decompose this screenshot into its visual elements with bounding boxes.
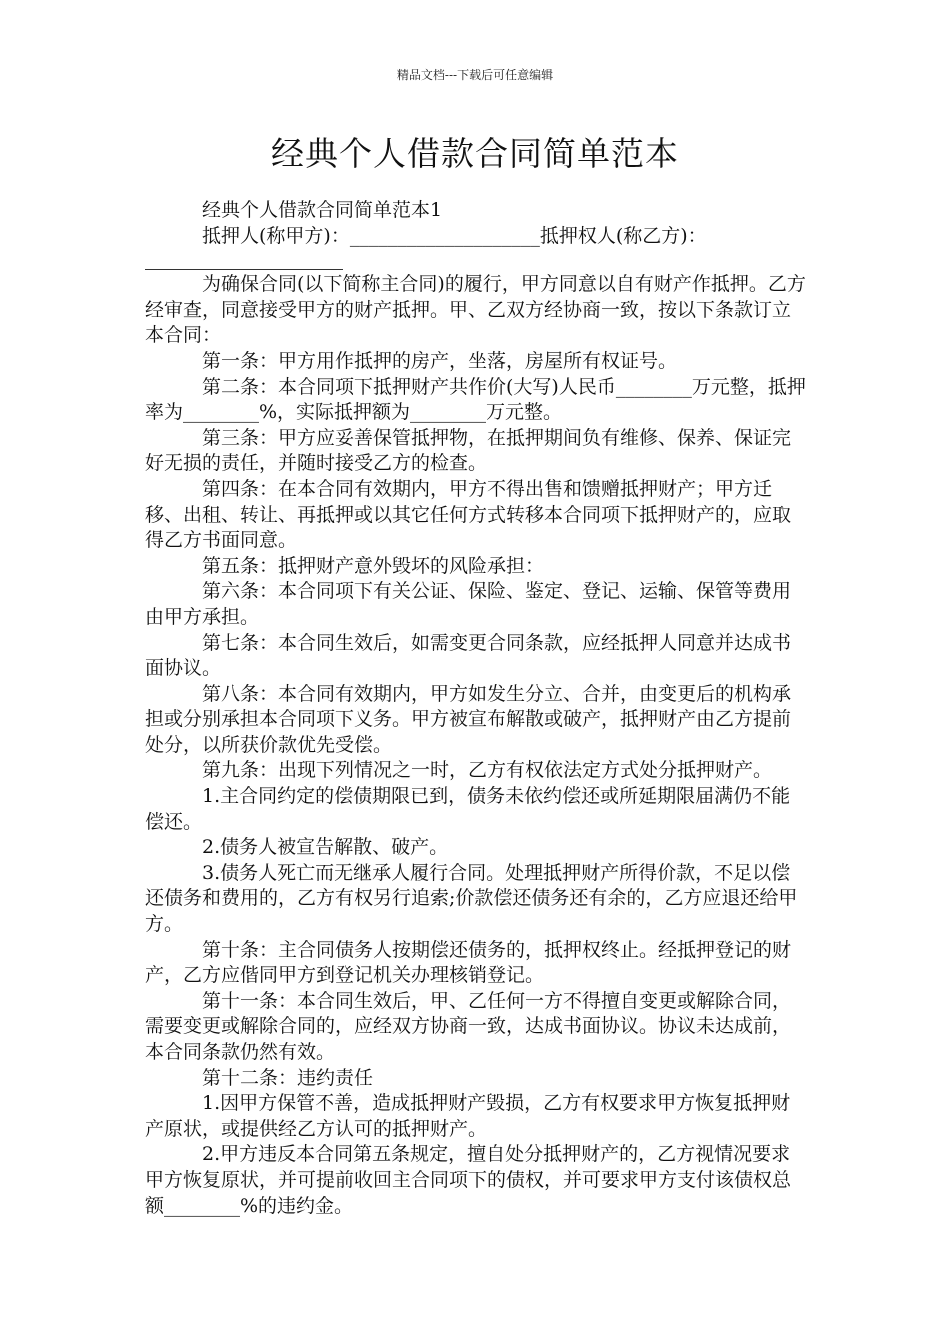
parties-line: 抵押人(称甲方)：____________________抵押权人(称乙方)： bbox=[202, 224, 707, 247]
clause-10: 第十条：主合同债务人按期偿还债务的，抵押权终止。经抵押登记的财产，乙方应偕同甲方到登记机关办理核销登记。 bbox=[145, 938, 792, 987]
paragraph: 为确保合同(以下简称主合同)的履行，甲方同意以自有财产作抵押。乙方经审查，同意接受甲方的财产抵押。甲、乙双方经协商一致，按以下条款订立本合同： bbox=[145, 273, 806, 347]
header-note: 精品文档---下载后可任意编辑 bbox=[396, 68, 554, 82]
clause-4: 第四条：在本合同有效期内，甲方不得出售和馈赠抵押财产；甲方迁移、出租、转让、再抵押或以其它任何方式转移本合同项下抵押财产的，应取得乙方书面同意。 bbox=[145, 477, 792, 552]
clause-12: 第十二条：违约责任 bbox=[202, 1066, 374, 1089]
clause-9-item-3: 3.债务人死亡而无继承人履行合同。处理抵押财产所得价款，不足以偿还债务和费用的，乙方有权另行追索;价款偿还债务还有余的，乙方应退还给甲方。 bbox=[145, 861, 798, 936]
clause-8: 第八条：本合同有效期内，甲方如发生分立、合并，由变更后的机构承担或分别承担本合同项下义务。甲方被宣布解散或破产，抵押财产由乙方提前处分，以所获价款优先受偿。 bbox=[145, 682, 792, 756]
clause-12-item-1: 1.因甲方保管不善，造成抵押财产毁损，乙方有权要求甲方恢复抵押财产原状，或提供经乙方认可的抵押财产。 bbox=[145, 1092, 791, 1140]
subtitle: 经典个人借款合同简单范本1 bbox=[202, 199, 443, 221]
clause-2: 第二条：本合同项下抵押财产共作价(大写)人民币________万元整，抵押率为________%，实际抵押额为________万元整。 bbox=[145, 375, 806, 424]
document-body bbox=[145, 198, 808, 1219]
clause-11: 第十一条：本合同生效后，甲、乙任何一方不得擅自变更或解除合同，需要变更或解除合同的，应经双方协商一致，达成书面协议。协议未达成前，本合同条款仍然有效。 bbox=[145, 989, 792, 1063]
signature-blank-line bbox=[145, 249, 343, 270]
clause-9: 第九条：出现下列情况之一时，乙方有权依法定方式处分抵押财产。 bbox=[202, 759, 773, 782]
clause-3: 第三条：甲方应妥善保管抵押物，在抵押期间负有维修、保养、保证完好无损的责任，并随时接受乙方的检查。 bbox=[145, 426, 792, 475]
clause-5: 第五条：抵押财产意外毁坏的风险承担： bbox=[202, 554, 545, 577]
clause-6: 第六条：本合同项下有关公证、保险、鉴定、登记、运输、保管等费用由甲方承担。 bbox=[145, 580, 792, 628]
clause-9-item-2: 2.债务人被宣告解散、破产。 bbox=[202, 836, 449, 859]
clause-12-item-2: 2.甲方违反本合同第五条规定，擅自处分抵押财产的，乙方视情况要求甲方恢复原状，并可提前收回主合同项下的债权，并可要求甲方支付该债权总额________%的违约金。 bbox=[145, 1143, 792, 1217]
clause-7: 第七条：本合同生效后，如需变更合同条款，应经抵押人同意并达成书面协议。 bbox=[145, 631, 792, 680]
document-title: 经典个人借款合同简单范本 bbox=[271, 134, 679, 173]
clause-9-item-1: 1.主合同约定的偿债期限已到，债务未依约偿还或所延期限届满仍不能偿还。 bbox=[145, 785, 791, 833]
clause-1: 第一条：甲方用作抵押的房产，坐落，房屋所有权证号。 bbox=[202, 349, 678, 372]
